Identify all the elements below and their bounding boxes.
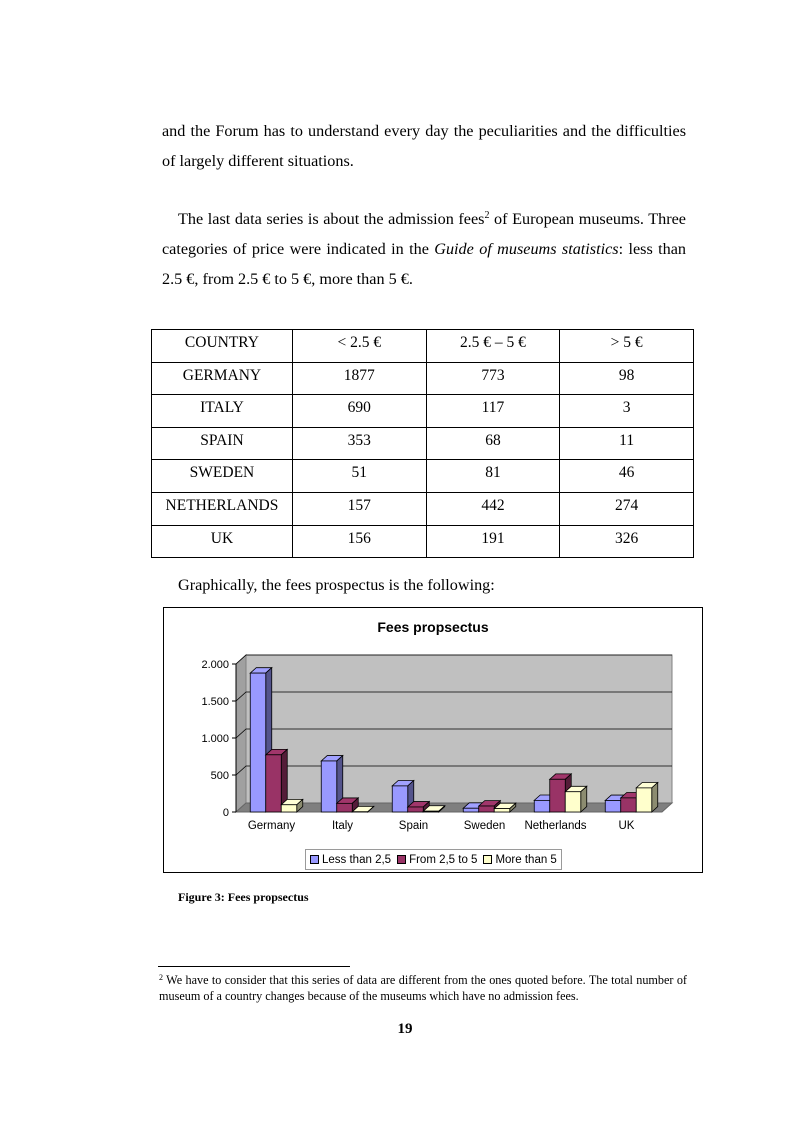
table-cell: 157	[292, 492, 426, 525]
y-tick-label: 1.500	[201, 696, 229, 708]
bar	[281, 805, 297, 812]
bar	[636, 788, 652, 812]
header-country: COUNTRY	[152, 330, 293, 363]
x-tick-label: Netherlands	[524, 820, 587, 832]
y-tick-label: 500	[210, 770, 229, 782]
table-cell: 690	[292, 395, 426, 428]
table-row	[152, 492, 694, 525]
table-cell: UK	[152, 525, 293, 558]
bar	[534, 800, 550, 812]
header-low: < 2.5 €	[292, 330, 426, 363]
legend-swatch	[310, 855, 319, 864]
footnote-ref[interactable]: 2	[484, 210, 490, 221]
legend-label: From 2,5 to 5	[409, 853, 478, 866]
figure-caption: Figure 3: Fees propsectus	[178, 890, 309, 904]
fees-chart	[163, 607, 703, 873]
table-cell: 156	[292, 525, 426, 558]
x-tick-label: Germany	[247, 820, 296, 832]
bar	[463, 808, 479, 812]
paragraph-admission-fees: The last data series is about the admission fees$^2$ of European museums. Three categories of price were indicated in the Guide of museums statistics: less than 2.5 €, from 2.5 € to 5 €, more than 5 €.	[162, 210, 686, 288]
table-cell: 1877	[292, 362, 426, 395]
table-cell: 326	[560, 525, 694, 558]
table-row	[152, 362, 694, 395]
legend-item	[310, 854, 391, 866]
bar	[550, 779, 566, 812]
y-tick-label: 1.000	[201, 733, 229, 745]
x-tick-label: Sweden	[463, 820, 506, 832]
table-cell: 11	[560, 427, 694, 460]
footnote-number: 2	[159, 973, 163, 982]
y-tick-label: 0	[222, 807, 229, 819]
table-cell: GERMANY	[152, 362, 293, 395]
bar	[337, 803, 353, 812]
table-cell: 191	[426, 525, 560, 558]
bar	[266, 755, 282, 812]
footnote-divider	[158, 966, 350, 967]
bar	[408, 807, 424, 812]
y-tick-label: 2.000	[201, 659, 229, 671]
table-cell: NETHERLANDS	[152, 492, 293, 525]
paragraph-graphically: Graphically, the fees prospectus is the following:	[178, 576, 495, 594]
footnote: $^2$ We have to consider that this series of data are different from the ones quoted before. The total number of museum of a country changes because of the museums which have no admission fees.	[159, 973, 687, 1003]
table-cell: SWEDEN	[152, 460, 293, 493]
chart-title: Fees propsectus	[377, 619, 489, 635]
bar	[565, 792, 581, 812]
chart-legend	[305, 849, 562, 870]
legend-label: More than 5	[495, 853, 557, 866]
bar	[250, 673, 266, 812]
table-header-row	[152, 330, 694, 363]
table-cell: 68	[426, 427, 560, 460]
table-row	[152, 427, 694, 460]
table-cell: ITALY	[152, 395, 293, 428]
fees-table	[151, 329, 694, 558]
table-cell: 98	[560, 362, 694, 395]
x-tick-label: Italy	[331, 820, 354, 832]
table-cell: 81	[426, 460, 560, 493]
table-row	[152, 395, 694, 428]
table-cell: 353	[292, 427, 426, 460]
chart-plot	[164, 608, 702, 872]
table-cell: 51	[292, 460, 426, 493]
table-cell: 46	[560, 460, 694, 493]
legend-swatch	[483, 855, 492, 864]
table-cell: 274	[560, 492, 694, 525]
table-cell: 773	[426, 362, 560, 395]
header-high: > 5 €	[560, 330, 694, 363]
bar	[392, 786, 408, 812]
header-mid: 2.5 € – 5 €	[426, 330, 560, 363]
guide-title: Guide of museums statistics	[434, 240, 619, 258]
bar	[605, 800, 621, 812]
bar	[621, 798, 637, 812]
x-tick-label: Spain	[398, 820, 429, 832]
table-row	[152, 460, 694, 493]
table-row	[152, 525, 694, 558]
table-cell: 117	[426, 395, 560, 428]
table-cell: 442	[426, 492, 560, 525]
bar	[494, 809, 510, 812]
bar	[423, 811, 439, 812]
bar	[321, 761, 337, 812]
paragraph-continuation: and the Forum has to understand every day the peculiarities and the difficulties of largely different situations.	[162, 122, 686, 170]
legend-label: Less than 2,5	[322, 853, 392, 866]
legend-item	[483, 854, 556, 866]
bar	[479, 806, 495, 812]
table-cell: 3	[560, 395, 694, 428]
x-tick-label: UK	[618, 820, 635, 832]
bar-side	[652, 782, 658, 812]
table-cell: SPAIN	[152, 427, 293, 460]
legend-swatch	[397, 855, 406, 864]
legend-item	[397, 854, 477, 866]
page-number: 19	[397, 1021, 413, 1037]
